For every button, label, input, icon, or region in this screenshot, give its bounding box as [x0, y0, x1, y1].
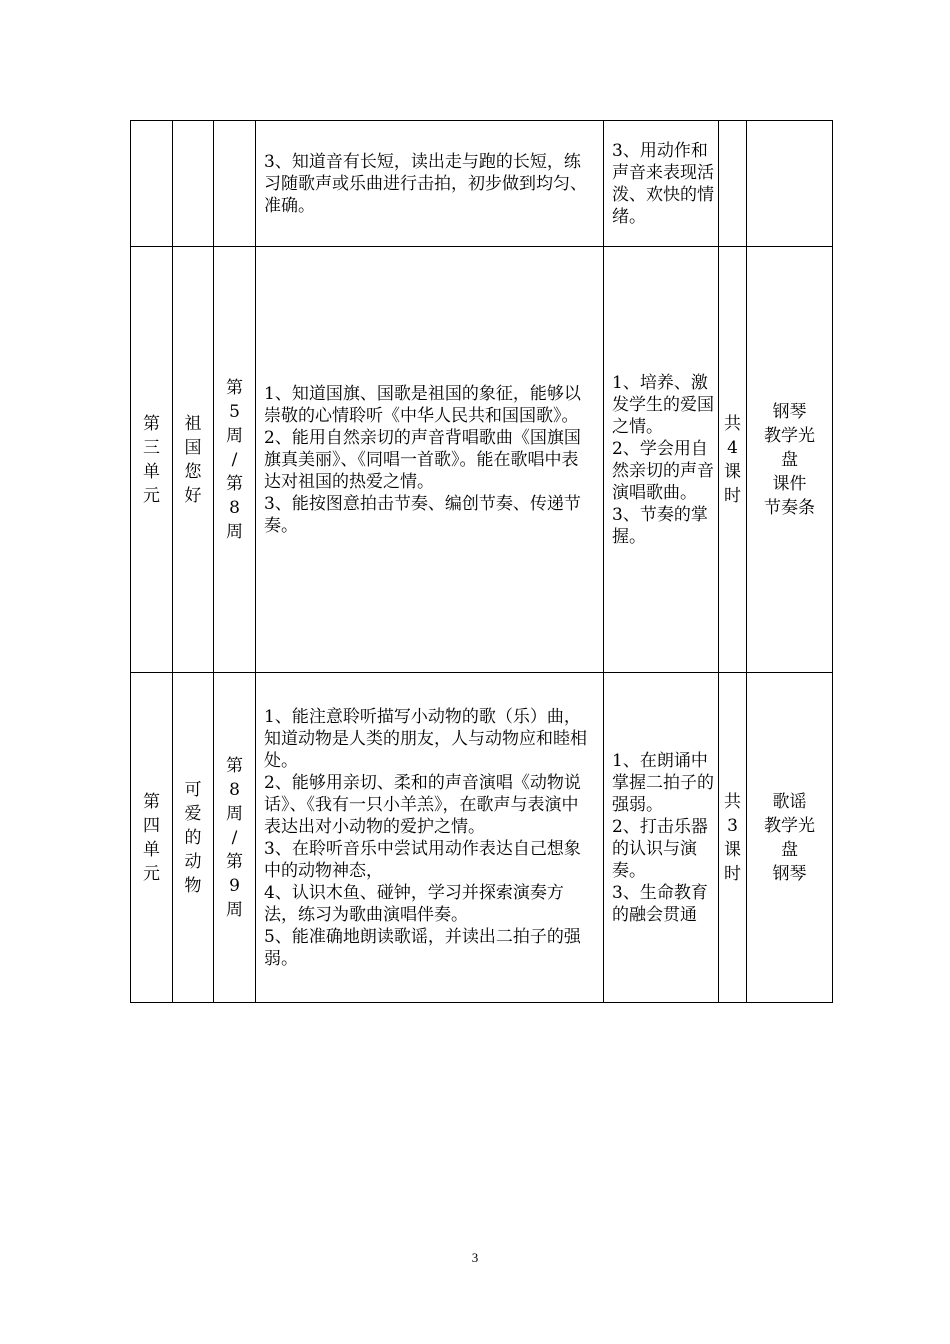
hours-cell-char: 4 [727, 437, 738, 458]
resources-cell-char: 教学光 [764, 815, 815, 836]
weeks-cell-char: 5 [229, 401, 240, 422]
resources-cell-char: 节奏条 [764, 497, 815, 518]
theme-cell-char: 可 [184, 779, 202, 800]
theme-cell-char: 好 [184, 485, 202, 506]
theme-cell-char: 您 [184, 461, 202, 482]
resources-cell-char: 课件 [772, 473, 807, 494]
goals-cell [256, 121, 604, 247]
hours-cell [719, 673, 747, 1003]
hours-cell-char: 课 [724, 839, 741, 860]
resources-cell-char: 教学光 [764, 425, 815, 446]
weeks-cell-char: / [231, 827, 238, 848]
key-points-cell-item: 3、用动作和声音来表现活泼、欢快的情绪。 [612, 140, 714, 227]
key-points-cell [604, 673, 719, 1003]
unit-cell-char: 元 [143, 485, 160, 506]
table-row [131, 673, 833, 1003]
goals-cell-item: 5、能准确地朗读歌谣，并读出二拍子的强弱。 [264, 926, 581, 969]
table-row [131, 121, 833, 247]
hours-cell-char: 共 [724, 791, 741, 812]
resources-cell-char: 歌谣 [772, 791, 807, 812]
resources-cell [747, 673, 833, 1003]
unit-cell [131, 673, 173, 1003]
hours-cell-char: 时 [724, 863, 741, 884]
weeks-cell [214, 247, 256, 673]
resources-cell [747, 247, 833, 673]
theme-cell-char: 爱 [184, 803, 202, 824]
goals-cell-item: 4、认识木鱼、碰钟，学习并探索演奏方法，练习为歌曲演唱伴奏。 [264, 882, 564, 925]
weeks-cell-char: 周 [226, 803, 243, 824]
unit-cell [131, 247, 173, 673]
unit-cell-char: 四 [143, 815, 160, 836]
goals-cell-item: 2、能够用亲切、柔和的声音演唱《动物说话》、《我有一只小羊羔》，在歌声与表演中表达出对小动物的爱护之情。 [264, 772, 581, 837]
weeks-cell [214, 121, 256, 247]
goals-cell-item: 3、知道音有长短，读出走与跑的长短，练习随歌声或乐曲进行击拍，初步做到均匀、准确。 [264, 151, 587, 216]
resources-cell-char: 盘 [781, 839, 798, 860]
goals-cell-item: 3、能按图意拍击节奏、编创节奏、传递节奏。 [264, 493, 581, 536]
weeks-cell-char: 8 [229, 779, 240, 800]
goals-cell [256, 247, 604, 673]
key-points-cell-item: 1、培养、激发学生的爱国之情。 [612, 372, 714, 437]
key-points-cell [604, 247, 719, 673]
weeks-cell-char: 周 [226, 521, 243, 542]
hours-cell-char: 3 [727, 815, 738, 836]
theme-cell-char: 国 [184, 437, 202, 458]
weeks-cell [214, 673, 256, 1003]
key-points-cell [604, 121, 719, 247]
weeks-cell-char: 第 [226, 851, 243, 872]
unit-cell-char: 第 [143, 791, 160, 812]
goals-cell-item: 1、知道国旗、国歌是祖国的象征，能够以崇敬的心情聆听《中华人民共和国国歌》。 [264, 383, 581, 426]
weeks-cell-char: 9 [229, 875, 240, 896]
unit-cell-char: 第 [143, 413, 160, 434]
goals-cell-item: 1、能注意聆听描写小动物的歌（乐）曲，知道动物是人类的朋友，人与动物应和睦相处。 [264, 706, 587, 771]
unit-cell-char: 单 [143, 461, 160, 482]
theme-cell-char: 动 [184, 851, 202, 872]
weeks-cell-char: 周 [226, 899, 243, 920]
hours-cell [719, 247, 747, 673]
theme-cell [173, 247, 214, 673]
theme-cell-char: 祖 [184, 413, 202, 434]
weeks-cell-char: / [231, 449, 238, 470]
table-body [131, 121, 833, 1003]
teaching-plan-table [130, 120, 833, 1003]
weeks-cell-char: 8 [229, 497, 240, 518]
hours-cell-char: 时 [724, 485, 741, 506]
theme-cell-char: 物 [184, 875, 202, 896]
unit-cell-char: 三 [143, 437, 160, 458]
resources-cell-char: 盘 [781, 449, 798, 470]
weeks-cell-char: 第 [226, 755, 243, 776]
theme-cell [173, 673, 214, 1003]
table-row [131, 247, 833, 673]
resources-cell-char: 钢琴 [772, 401, 807, 422]
resources-cell-char: 钢琴 [772, 863, 807, 884]
key-points-cell-item: 3、节奏的掌握。 [612, 504, 708, 547]
goals-cell [256, 673, 604, 1003]
weeks-cell-char: 周 [226, 425, 243, 446]
key-points-cell-item: 1、在朗诵中掌握二拍子的强弱。 [612, 750, 714, 815]
goals-cell-item: 2、能用自然亲切的声音背唱歌曲《国旗国旗真美丽》、《同唱一首歌》。能在歌唱中表达对祖国的热爱之情。 [264, 427, 581, 492]
resources-cell [747, 121, 833, 247]
unit-cell-char: 元 [143, 863, 160, 884]
theme-cell [173, 121, 214, 247]
key-points-cell-item: 3、生命教育的融会贯通 [612, 882, 708, 925]
hours-cell-char: 共 [724, 413, 741, 434]
page-number: 3 [471, 1250, 479, 1265]
unit-cell-char: 单 [143, 839, 160, 860]
hours-cell-char: 课 [724, 461, 741, 482]
key-points-cell-item: 2、打击乐器的认识与演奏。 [612, 816, 708, 881]
goals-cell-item: 3、在聆听音乐中尝试用动作表达自己想象中的动物神态， [264, 838, 581, 881]
weeks-cell-char: 第 [226, 473, 243, 494]
hours-cell [719, 121, 747, 247]
theme-cell-char: 的 [184, 827, 202, 848]
weeks-cell-char: 第 [226, 377, 243, 398]
unit-cell [131, 121, 173, 247]
key-points-cell-item: 2、学会用自然亲切的声音演唱歌曲。 [612, 438, 714, 503]
